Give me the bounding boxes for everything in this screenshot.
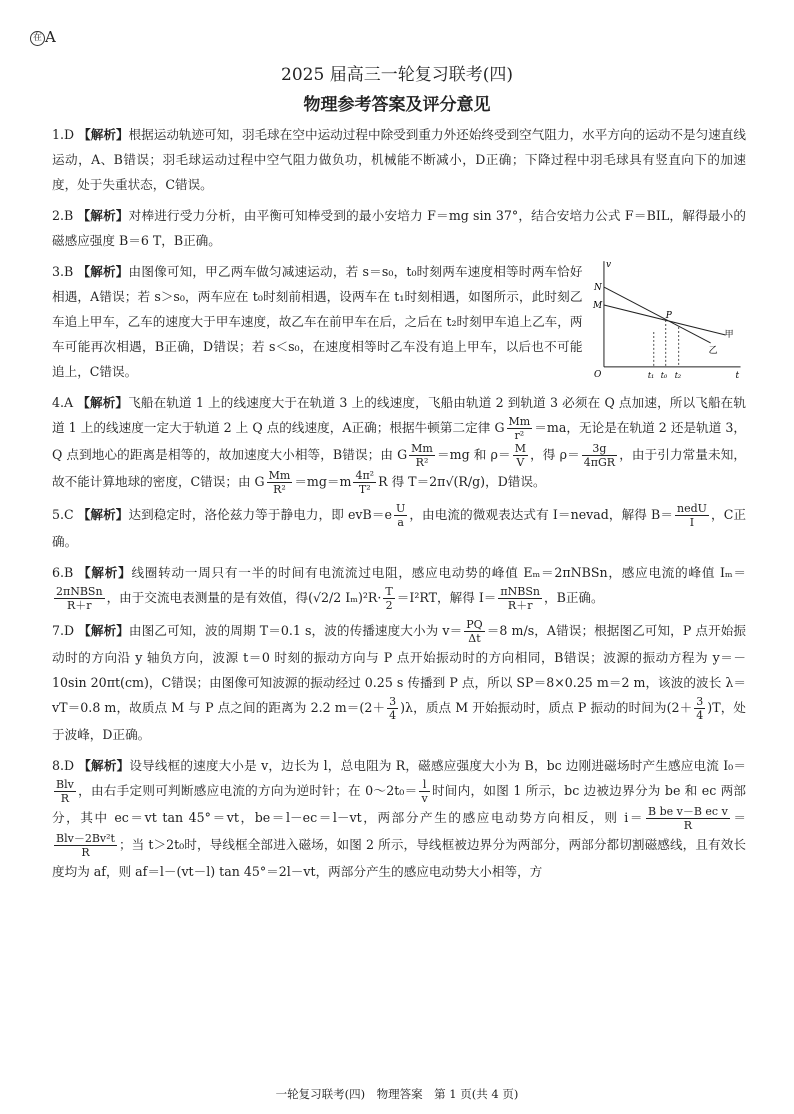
label-t1: t₁ xyxy=(648,370,655,380)
answer-head: 1.D xyxy=(52,127,75,142)
numerator: T xyxy=(385,585,393,598)
label-P: P xyxy=(666,311,673,322)
numerator: l xyxy=(419,778,429,792)
text-run: R 得 T＝2π√(R/g)，D错误。 xyxy=(378,474,546,489)
answer-3-text-block xyxy=(52,259,582,384)
numerator: B be v－B ec v xyxy=(648,805,728,818)
denominator: 4 xyxy=(696,709,704,722)
answer-7 xyxy=(52,618,746,747)
answer-6 xyxy=(52,560,746,612)
fraction xyxy=(383,585,394,612)
numerator: Blv－2Bv²t xyxy=(56,832,115,845)
fraction xyxy=(267,469,293,496)
analysis-tag: 【解析】 xyxy=(77,507,129,522)
text-run: ＝ xyxy=(731,810,746,825)
fraction xyxy=(419,778,429,805)
text-run: )λ，质点 M 开始振动时，质点 P 振动的时间为(2＋ xyxy=(400,700,693,715)
text-run: ＝ma，无论是在轨道 2 还是轨道 3，Q 点到地心的距离是相等的，故加速度大小相等，B错误；由 G xyxy=(52,420,746,462)
answer-head: 6.B xyxy=(52,565,74,580)
answer-5 xyxy=(52,502,746,554)
fraction xyxy=(54,778,76,805)
analysis-tag: 【解析】 xyxy=(78,127,129,142)
text-run: 线圈转动一周只有一半的时间有电流流过电阻，感应电动势的峰值 Eₘ＝2πNBSn，感应电流的峰值 Iₘ＝ xyxy=(131,565,746,580)
fraction xyxy=(498,585,542,612)
text-run: ，由右手定则可判断感应电流的方向为逆时针；在 0～2t₀＝ xyxy=(77,783,418,798)
text-run: ＝I²RT，解得 I＝ xyxy=(396,590,497,605)
answer-head: 3.B xyxy=(52,264,74,279)
denominator: r² xyxy=(514,429,525,442)
numerator: πNBSn xyxy=(500,585,540,598)
answer-2 xyxy=(52,203,746,253)
corner-letter: A xyxy=(45,28,56,46)
answer-8 xyxy=(52,753,746,884)
text-run: ＝8 m/s，A错误；根据图乙可知，P 点开始振动时的方向沿 y 轴负方向，波源 t＝0 时刻的振动方向与 P 点开始振动时的方向相同，B错误；波源的振动方程为 y＝－10sin 20πt(cm)，C错误；由图像可知波源的振动经过 0.25 s 传播到 P 点，所以 SP＝8×0.25 m＝2 m，该波的波长 λ＝vT＝0.8 m，故质点 M 与 P 点之间的距离为 2.2 m＝(2＋ xyxy=(52,623,747,715)
text-run: ，由于引力常量未知，故不能计算地球的密度，C错误；由 G xyxy=(52,447,746,489)
answer-head: 2.B xyxy=(52,208,74,223)
fraction xyxy=(353,469,376,496)
answer-4 xyxy=(52,390,746,496)
analysis-tag: 【解析】 xyxy=(78,623,129,638)
text-run: ，由于交流电表测量的是有效值，得(√2/2 Iₘ)²R· xyxy=(106,590,382,605)
denominator: R xyxy=(683,819,693,832)
page-footer: 一轮复习联考(四) 物理答案 第 1 页(共 4 页) xyxy=(275,1087,519,1101)
answer-head: 7.D xyxy=(52,623,75,638)
fraction xyxy=(409,442,435,469)
text-run: 飞船在轨道 1 上的线速度大于在轨道 3 上的线速度，飞船由轨道 2 到轨道 3 必须在 Q 点加速，所以飞船在轨道 1 上的线速度一定大于轨道 2 上 Q 点的线速度，A正确；根据牛顿第二定律 G xyxy=(52,395,746,435)
answer-3 xyxy=(52,259,746,384)
analysis-tag: 【解析】 xyxy=(78,565,132,580)
line-jia xyxy=(604,305,726,335)
fraction xyxy=(513,442,528,469)
numerator: 3 xyxy=(696,695,704,708)
text-run: )T，处于波峰，D正确。 xyxy=(52,700,746,742)
answer-1 xyxy=(52,122,746,197)
text-run: ，得 ρ＝ xyxy=(530,447,580,462)
fraction xyxy=(387,695,398,722)
corner-circle: 在 xyxy=(30,31,45,46)
text-run: ＝mg 和 ρ＝ xyxy=(436,447,511,462)
denominator: v xyxy=(421,792,428,805)
numerator: U xyxy=(396,502,406,515)
numerator: 2πNBSn xyxy=(56,585,103,598)
denominator: R＋r xyxy=(507,599,533,612)
fraction xyxy=(54,832,117,859)
answer-head: 4.A xyxy=(52,395,74,410)
corner-mark xyxy=(30,28,56,46)
text-run: ，C正确。 xyxy=(52,507,746,549)
denominator: 4 xyxy=(389,709,397,722)
numerator: Blv xyxy=(56,778,74,791)
fraction xyxy=(694,695,705,722)
denominator: 4πGR xyxy=(583,456,616,469)
denominator: T² xyxy=(358,483,371,496)
text-run: 时间内，如图 1 所示，bc 边被边界分为 be 和 ec 两部分，其中 ec＝vt tan 45°＝vt，be＝l－ec＝l－vt，两部分产生的感应电动势方向相反，则 i＝ xyxy=(52,783,747,825)
analysis-tag: 【解析】 xyxy=(78,758,130,773)
vt-graph-figure xyxy=(586,257,746,382)
denominator: R² xyxy=(273,483,286,496)
answer-text: 由图像可知，甲乙两车做匀减速运动，若 s＝s₀，t₀时刻两车速度相等时两车恰好相遇，A错误；若 s＞s₀，两车应在 t₀时刻前相遇，设两车在 t₁时刻相遇，如图所示，此时刻乙车追上甲车，乙车的速度大于甲车速度，故乙车在前甲车在后，之后在 t₂时刻甲车追上乙车，两车可能再次相遇，B正确，D错误；若 s＜s₀，在速度相等时乙车没有追上甲车，以后也不可能追上，C错误。 xyxy=(52,264,583,379)
answer-text: 对棒进行受力分析，由平衡可知棒受到的最小安培力 F＝mg sin 37°，结合安培力公式 F＝BIL，解得最小的磁感应强度 B＝6 T，B正确。 xyxy=(52,208,746,248)
answer-content xyxy=(52,122,746,890)
denominator: R＋r xyxy=(67,599,92,612)
fraction xyxy=(582,442,617,469)
fraction xyxy=(507,415,533,442)
answer-head: 5.C xyxy=(52,507,74,522)
denominator: R xyxy=(60,792,70,805)
numerator: M xyxy=(514,442,527,455)
analysis-tag: 【解析】 xyxy=(77,208,129,223)
analysis-tag: 【解析】 xyxy=(77,395,129,410)
page-title: 2025 届高三一轮复习联考(四) xyxy=(281,65,513,85)
line-yi xyxy=(604,287,711,343)
fraction xyxy=(394,502,407,529)
label-O: O xyxy=(594,369,602,380)
numerator: 3 xyxy=(389,695,397,708)
numerator: Mm xyxy=(508,415,531,428)
denominator: R² xyxy=(415,456,429,469)
denominator: a xyxy=(397,516,404,529)
page-subtitle: 物理参考答案及评分意见 xyxy=(303,95,491,115)
analysis-tag: 【解析】 xyxy=(77,264,129,279)
label-jia: 甲 xyxy=(725,329,735,340)
denominator: V xyxy=(516,456,525,469)
numerator: 3g xyxy=(582,442,617,456)
fraction xyxy=(464,618,484,645)
text-run: 设导线框的速度大小是 v，边长为 l，总电阻为 R，磁感应强度大小为 B，bc 边刚进磁场时产生感应电流 I₀＝ xyxy=(129,758,746,773)
text-run: ，由电流的微观表达式有 I＝nevad，解得 B＝ xyxy=(409,507,674,522)
numerator: PQ xyxy=(466,618,483,631)
answer-text: 根据运动轨迹可知，羽毛球在空中运动过程中除受到重力外还始终受到空气阻力，水平方向的运动不是匀速直线运动，A、B错误；羽毛球运动过程中空气阻力做负功，机械能不断减小，D正确；下降过程中羽毛球具有竖直向下的加速度，处于失重状态，C错误。 xyxy=(52,127,746,192)
denominator: 2 xyxy=(385,599,393,612)
text-run: ；当 t＞2t₀时，导线框全部进入磁场，如图 2 所示，导线框被边界分为两部分，两部分都切割磁感线，且有效长度均为 af，则 af＝l－(vt－l) tan 45°＝2l－vt，两部分产生的感应电动势大小相等，方 xyxy=(52,837,746,879)
label-M: M xyxy=(593,301,603,312)
fraction xyxy=(646,805,730,832)
text-run: 由图乙可知，波的周期 T＝0.1 s，波的传播速度大小为 v＝ xyxy=(128,623,463,638)
numerator: 4π² xyxy=(355,469,375,482)
fraction xyxy=(675,502,709,529)
label-yi: 乙 xyxy=(709,345,719,356)
text-run: ＝mg＝m xyxy=(294,474,352,489)
numerator: Mm xyxy=(411,442,433,455)
label-v: v xyxy=(606,260,612,271)
answer-head: 8.D xyxy=(52,758,75,773)
denominator: I xyxy=(689,516,695,529)
label-t0: t₀ xyxy=(661,370,668,380)
label-N: N xyxy=(594,283,603,294)
text-run: ，B正确。 xyxy=(543,590,604,605)
denominator: R xyxy=(81,846,90,859)
denominator: Δt xyxy=(468,632,481,645)
numerator: Mm xyxy=(268,469,291,482)
label-t: t xyxy=(736,370,740,381)
text-run: 达到稳定时，洛伦兹力等于静电力，即 evB＝e xyxy=(128,507,393,522)
fraction xyxy=(54,585,105,612)
label-t2: t₂ xyxy=(675,370,682,380)
numerator: nedU xyxy=(677,502,707,515)
